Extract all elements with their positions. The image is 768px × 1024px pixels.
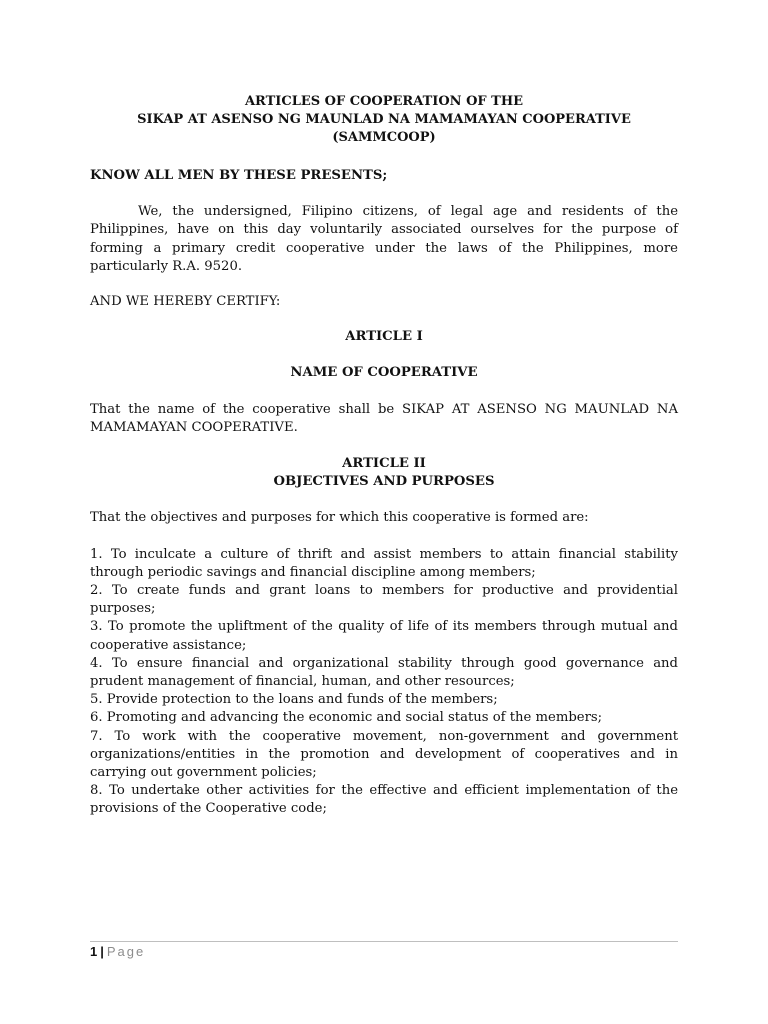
article-2-intro: That the objectives and purposes for which this cooperative is formed are:	[90, 510, 589, 526]
page-label: Page	[106, 944, 146, 959]
list-item: 2. To create funds and grant loans to members for productive and providential purposes;	[90, 583, 678, 617]
article-1-subheading: NAME OF COOPERATIVE	[290, 365, 478, 381]
intro-paragraph: We, the undersigned, Filipino citizens, of legal age and residents of the Philippines, have on this day voluntarily associated ourselves for the purpose of forming a primary credit cooperative under the laws of the Philippines, more particularly R.A. 9520.	[90, 204, 678, 274]
footer-separator: |	[100, 944, 104, 959]
objectives-list	[90, 546, 678, 819]
article-2-subheading: OBJECTIVES AND PURPOSES	[273, 474, 495, 490]
list-item: 1. To inculcate a culture of thrift and assist members to attain financial stability through periodic savings and financial discipline among members;	[90, 546, 678, 580]
article-1-heading: ARTICLE I	[345, 329, 423, 345]
page-footer	[90, 943, 145, 961]
footer-divider	[90, 941, 678, 942]
document-title-line-1: ARTICLES OF COOPERATION OF THE	[244, 94, 524, 109]
list-item: 7. To work with the cooperative movement, non-government and government organizations/entities in the promotion and development of cooperatives and in carrying out government policies;	[90, 728, 678, 781]
document-title-line-3: (SAMMCOOP)	[332, 130, 436, 145]
list-item: 3. To promote the upliftment of the quality of life of its members through mutual and cooperative assistance;	[90, 619, 678, 653]
list-item: 5. Provide protection to the loans and funds of the members;	[90, 692, 498, 708]
document-body	[90, 93, 678, 819]
certify-statement: AND WE HEREBY CERTIFY:	[90, 294, 281, 310]
article-1-body: That the name of the cooperative shall be SIKAP AT ASENSO NG MAUNLAD NA MAMAMAYAN COOPERATIVE.	[90, 401, 678, 435]
list-item: 8. To undertake other activities for the effective and efficient implementation of the provisions of the Cooperative code;	[90, 783, 678, 817]
page-number: 1	[90, 944, 98, 959]
list-item: 6. Promoting and advancing the economic and social status of the members;	[90, 710, 603, 726]
list-item: 4. To ensure financial and organizational stability through good governance and prudent management of financial, human, and other resources;	[90, 655, 678, 690]
article-2-heading: ARTICLE II	[342, 456, 426, 472]
document-title-line-2: SIKAP AT ASENSO NG MAUNLAD NA MAMAMAYAN COOPERATIVE	[137, 112, 631, 127]
know-all-men-heading: KNOW ALL MEN BY THESE PRESENTS;	[90, 168, 388, 183]
